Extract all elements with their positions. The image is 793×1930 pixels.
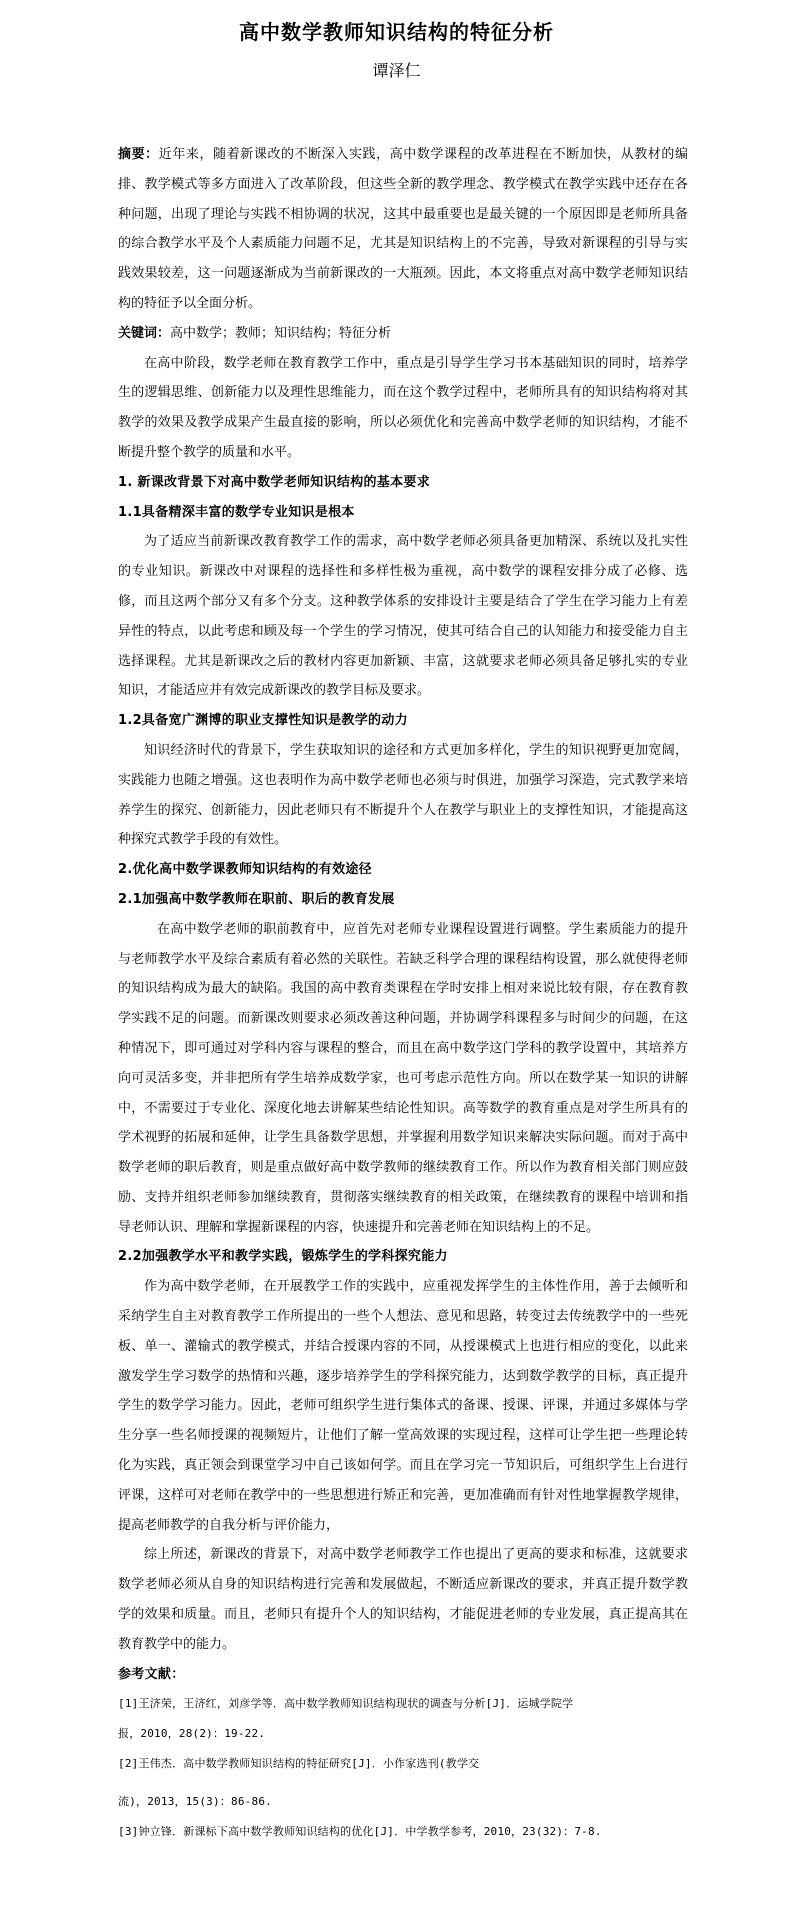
paragraph-2-1: 在高中数学老师的职前教育中，应首先对老师专业课程设置进行调整。学生素质能力的提升与老师教学水平及综合素质有着必然的关联性。若缺乏科学合理的课程结构设置，那么就使得老师的知识结构成为最大的缺陷。我国的高中教育类课程在学时安排上相对来说比较有限，存在教育教学实践不足的问题。而新课改则要求必须改善这种问题，并协调学科课程多与时间少的问题，在这种情况下，即可通过对学科内容与课程的整合，而且在高中数学这门学科的教学设置中，其培养方向可灵活多变，并非把所有学生培养成数学家，也可考虑示范性方向。所以在数学某一知识的讲解中，不需要过于专业化、深度化地去讲解某些结论性知识。高等数学的教育重点是对学生所具有的学术视野的拓展和延伸，让学生具备数学思想，并掌握利用数学知识来解决实际问题。而对于高中数学老师的职后教育，则是重点做好高中数学教师的继续教育工作。所以作为教育相关部门则应鼓励、支持并组织老师参加继续教育，贯彻落实继续教育的相关政策，在继续教育的课程中培训和指导老师认识、理解和掌握新课程的内容，快速提升和完善老师在知识结构上的不足。 xyxy=(118,921,688,1235)
section-heading-1: 1. 新课改背景下对高中数学老师知识结构的基本要求 xyxy=(118,474,431,490)
section-heading-2: 2.优化高中数学课教师知识结构的有效途径 xyxy=(118,862,372,878)
paper-title: 高中数学教师知识结构的特征分析 xyxy=(239,20,554,44)
reference-2-line-1: [2]王伟杰．高中数学教师知识结构的特征研究[J]．小作家选刊(教学交 xyxy=(118,1757,480,1771)
subsection-heading-2-1: 2.1加强高中数学教师在职前、职后的教育发展 xyxy=(118,891,395,907)
intro-paragraph: 在高中阶段，数学老师在教育教学工作中，重点是引导学生学习书本基础知识的同时，培养学生的逻辑思维、创新能力以及理性思维能力，而在这个教学过程中，老师所具有的知识结构将对其教学的效果及教学成果产生最直接的影响，所以必须优化和完善高中数学老师的知识结构，才能不断提升整个教学的质量和水平。 xyxy=(118,355,688,460)
keywords-text: 高中数学；教师；知识结构；特征分析 xyxy=(170,325,392,341)
paper-body xyxy=(118,140,688,1846)
references-label: 参考文献： xyxy=(118,1666,185,1682)
paragraph-1-2: 知识经济时代的背景下，学生获取知识的途径和方式更加多样化，学生的知识视野更加宽阔，实践能力也随之增强。这也表明作为高中数学老师也必须与时俱进，加强学习深造，完式教学来培养学生的探究、创新能力，因此老师只有不断提升个人在教学与职业上的支撑性知识，才能提高这种探究式教学手段的有效性。 xyxy=(118,742,688,848)
abstract-text: 近年来，随着新课改的不断深入实践，高中数学课程的改革进程在不断加快，从教材的编排、教学模式等多方面进入了改革阶段，但这些全新的教学理念、教学模式在教学实践中还存在各种问题，出现了理论与实践不相协调的状况，这其中最重要也是最关键的一个原因即是老师所具备的综合教学水平及个人素质能力问题不足，尤其是知识结构上的不完善，导致对新课程的引导与实践效果较差，这一问题逐渐成为当前新课改的一大瓶颈。因此，本文将重点对高中数学老师知识结构的特征予以全面分析。 xyxy=(118,147,688,311)
keywords-paragraph xyxy=(118,319,688,349)
conclusion-paragraph: 综上所述，新课改的背景下，对高中数学老师教学工作也提出了更高的要求和标准，这就要求数学老师必须从自身的知识结构进行完善和发展做起，不断适应新课改的要求，并真正提升数学教学的效果和质量。而且，老师只有提升个人的知识结构，才能促进老师的专业发展，真正提高其在教育教学中的能力。 xyxy=(118,1547,688,1652)
subsection-heading-2-2: 2.2加强教学水平和教学实践，锻炼学生的学科探究能力 xyxy=(118,1249,448,1265)
paper-author: 谭泽仁 xyxy=(372,61,421,80)
reference-spacer xyxy=(118,1779,688,1787)
subsection-heading-1-1: 1.1具备精深丰富的数学专业知识是根本 xyxy=(118,504,355,520)
keywords-label: 关键词： xyxy=(118,325,171,341)
reference-1-line-1: [1]王济荣，王济红，刘彦学等．高中数学教师知识结构现状的调查与分析[J]．运城学院学 xyxy=(118,1697,574,1711)
subsection-heading-1-2: 1.2具备宽广渊博的职业支撑性知识是教学的动力 xyxy=(118,713,408,729)
abstract-label: 摘要： xyxy=(118,147,159,162)
reference-3: [3]钟立锋．新课标下高中数学教师知识结构的优化[J]．中学教学参考，2010，23(32)：7-8. xyxy=(118,1824,602,1838)
reference-2-line-2: 流)，2013，15(3)：86-86. xyxy=(118,1794,272,1808)
paragraph-2-2: 作为高中数学老师，在开展教学工作的实践中，应重视发挥学生的主体性作用，善于去倾听和采纳学生自主对教育教学工作所提出的一些个人想法、意见和思路，转变过去传统教学中的一些死板、单一、灌输式的教学模式，并结合授课内容的不同，从授课模式上也进行相应的变化，以此来激发学生学习数学的热情和兴趣，逐步培养学生的学科探究能力，达到数学教学的目标，真正提升学生的数学学习能力。因此，老师可组织学生进行集体式的备课、授课、评课，并通过多媒体与学生分享一些名师授课的视频短片，让他们了解一堂高效课的实现过程，这样可让学生把一些理论转化为实践，真正领会到课堂学习中自己该如何学。而且在学习完一节知识后，可组织学生上台进行评课，这样可对老师在教学中的一些思想进行矫正和完善，更加准确而有针对性地掌握教学规律，提高老师教学的自我分析与评价能力， xyxy=(118,1279,688,1533)
reference-1-line-2: 报，2010，28(2)：19-22. xyxy=(118,1727,266,1741)
paragraph-1-1: 为了适应当前新课改教育教学工作的需求，高中数学老师必须具备更加精深、系统以及扎实性的专业知识。新课改中对课程的选择性和多样性极为重视，高中数学的课程安排分成了必修、选修，而且这两个部分又有多个分支。这种教学体系的安排设计主要是结合了学生在学习能力上有差异性的特点，以此考虑和顾及每一个学生的学习情况，使其可结合自己的认知能力和接受能力自主选择课程。尤其是新课改之后的教材内容更加新颖、丰富，这就要求老师必须具备足够扎实的专业知识，才能适应并有效完成新课改的教学目标及要求。 xyxy=(118,534,688,699)
abstract-paragraph xyxy=(118,140,688,319)
